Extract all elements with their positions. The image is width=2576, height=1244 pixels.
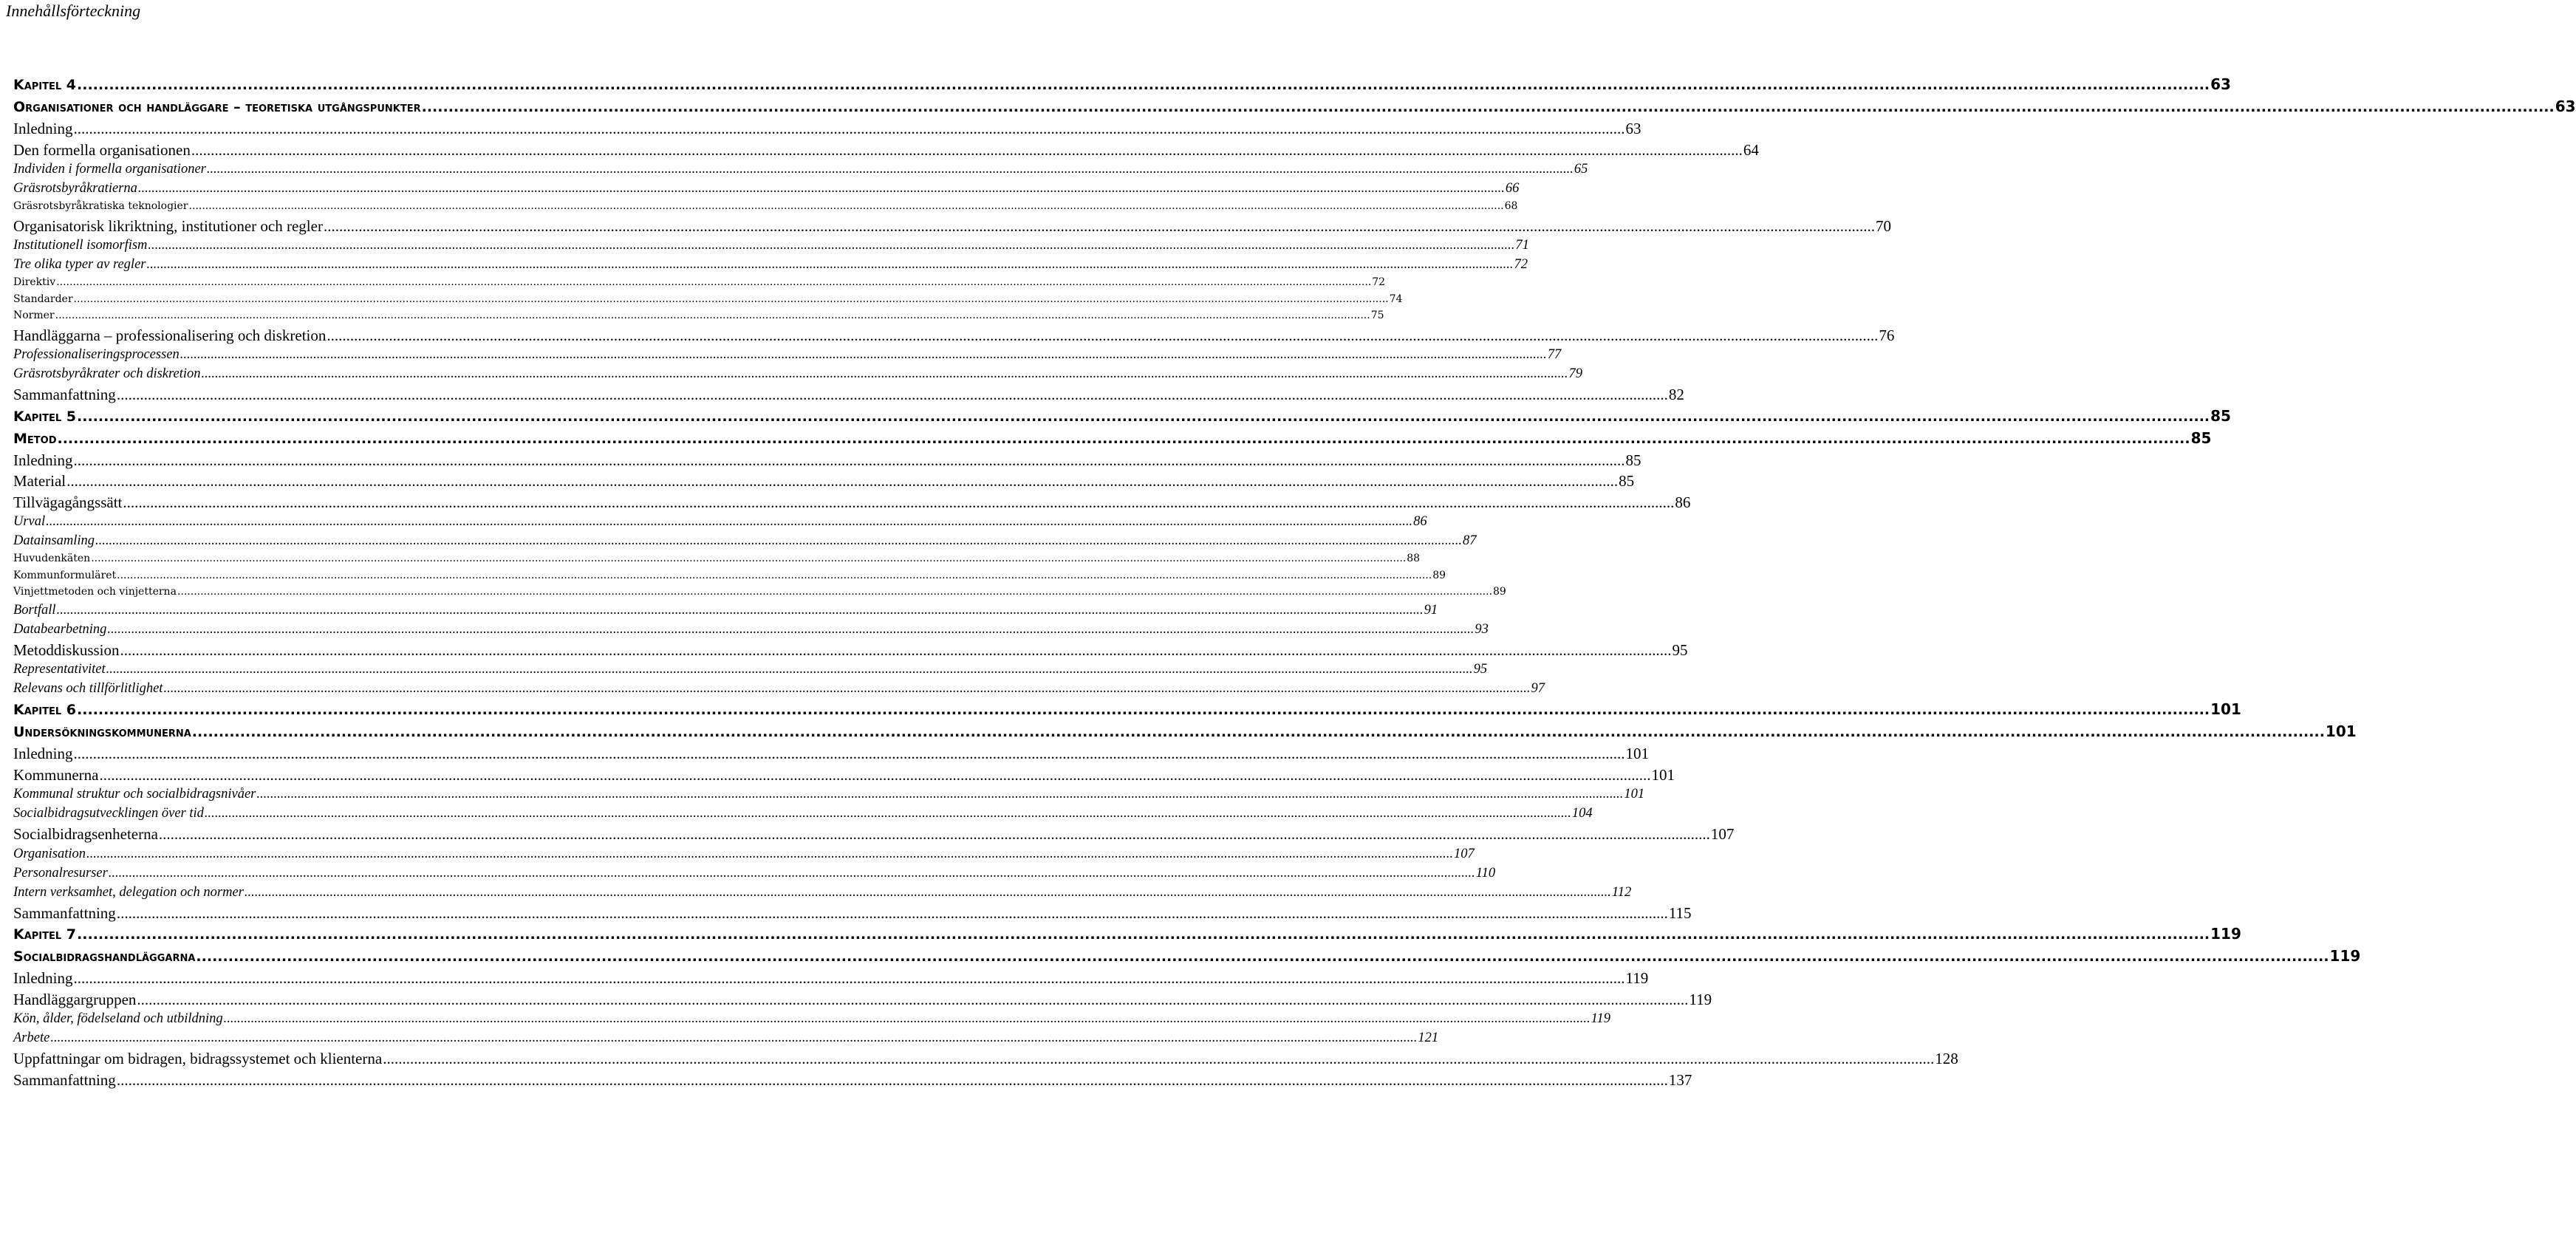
page-title: Innehållsförteckning bbox=[6, 1, 141, 20]
toc-entry[interactable] bbox=[13, 140, 1759, 163]
toc-entry-page: 97 bbox=[1531, 681, 1545, 696]
toc-entry[interactable] bbox=[13, 1050, 1958, 1071]
toc-dot-leader: ................................................................................................................................................................................................................................................................................................................................................................................................................ bbox=[77, 77, 2210, 93]
toc-entry-label: Metod bbox=[13, 430, 57, 447]
toc-entry-label: Intern verksamhet, delegation och normer bbox=[13, 884, 244, 900]
toc-dot-leader: ................................................................................................................................................................................................................................................................................................................................................................................................................ bbox=[116, 386, 1668, 403]
toc-entry-page: 85 bbox=[1625, 451, 1641, 469]
toc-dot-leader: ................................................................................................................................................................................................................................................................................................................................................................................................................ bbox=[163, 681, 1531, 696]
toc-entry[interactable] bbox=[13, 386, 1684, 407]
toc-dot-leader: ................................................................................................................................................................................................................................................................................................................................................................................................................ bbox=[116, 903, 1668, 922]
toc-dot-leader: ................................................................................................................................................................................................................................................................................................................................................................................................................ bbox=[137, 181, 1505, 196]
toc-entry-label: Inledning bbox=[13, 969, 73, 987]
toc-dot-leader: ................................................................................................................................................................................................................................................................................................................................................................................................................ bbox=[123, 493, 1675, 511]
toc-entry[interactable] bbox=[13, 406, 2231, 429]
toc-entry-page: 91 bbox=[1424, 602, 1438, 618]
toc-entry-page: 71 bbox=[1515, 238, 1529, 253]
toc-entry[interactable] bbox=[13, 586, 1506, 603]
toc-dot-leader: ................................................................................................................................................................................................................................................................................................................................................................................................................ bbox=[191, 140, 1743, 159]
toc-entry[interactable] bbox=[13, 257, 1528, 276]
toc-entry-label: Normer bbox=[13, 310, 55, 321]
toc-entry-label: Personalresurser bbox=[13, 865, 108, 881]
toc-entry-label: Organisation bbox=[13, 846, 86, 861]
toc-entry-label: Sammanfattning bbox=[13, 903, 116, 922]
toc-entry-page: 76 bbox=[1879, 326, 1895, 344]
toc-entry-page: 121 bbox=[1418, 1031, 1439, 1045]
toc-entry-page: 63 bbox=[2555, 98, 2576, 115]
toc-entry[interactable] bbox=[13, 553, 1421, 570]
toc-entry-label: Material bbox=[13, 472, 66, 490]
toc-entry-label: Kön, ålder, födelseland och utbildning bbox=[13, 1011, 223, 1026]
toc-entry-label: Kapitel 4 bbox=[13, 77, 77, 93]
toc-entry-label: Inledning bbox=[13, 120, 73, 137]
toc-entry-page: 65 bbox=[1574, 162, 1588, 177]
toc-entry-label: Individen i formella organisationer bbox=[13, 162, 206, 177]
toc-entry-label: Sammanfattning bbox=[13, 1070, 116, 1089]
toc-entry[interactable] bbox=[13, 765, 1675, 787]
toc-entry-page: 119 bbox=[2329, 947, 2361, 965]
toc-entry-page: 95 bbox=[1473, 662, 1488, 677]
toc-entry-label: Datainsamling bbox=[13, 533, 95, 548]
toc-entry[interactable] bbox=[13, 1031, 1439, 1050]
toc-entry[interactable] bbox=[13, 98, 2576, 120]
toc-entry-label: Huvudenkäten bbox=[13, 553, 91, 564]
toc-entry[interactable] bbox=[13, 200, 1518, 217]
toc-entry-page: 68 bbox=[1504, 200, 1518, 212]
toc-entry[interactable] bbox=[13, 722, 2357, 745]
toc-dot-leader: ................................................................................................................................................................................................................................................................................................................................................................................................................ bbox=[188, 200, 1504, 212]
toc-entry-page: 89 bbox=[1493, 586, 1506, 598]
toc-entry-page: 107 bbox=[1454, 846, 1475, 861]
toc-dot-leader: ................................................................................................................................................................................................................................................................................................................................................................................................................ bbox=[77, 408, 2210, 425]
toc-entry-page: 72 bbox=[1372, 276, 1386, 288]
toc-dot-leader: ................................................................................................................................................................................................................................................................................................................................................................................................................ bbox=[73, 745, 1625, 762]
toc-entry-page: 119 bbox=[1625, 969, 1649, 987]
toc-entry[interactable] bbox=[13, 825, 1735, 847]
toc-entry[interactable] bbox=[13, 326, 1895, 348]
toc-entry[interactable] bbox=[13, 533, 1477, 553]
toc-entry[interactable] bbox=[13, 865, 1496, 885]
toc-dot-leader: ................................................................................................................................................................................................................................................................................................................................................................................................................ bbox=[73, 120, 1625, 137]
toc-entry-label: Gräsrotsbyråkratierna bbox=[13, 181, 137, 196]
toc-entry-label: Metoddiskussion bbox=[13, 640, 120, 659]
toc-entry[interactable] bbox=[13, 310, 1384, 327]
toc-entry[interactable] bbox=[13, 216, 1891, 239]
toc-entry[interactable] bbox=[13, 700, 2241, 722]
toc-entry[interactable] bbox=[13, 787, 1645, 806]
toc-entry-label: Gräsrotsbyråkrater och diskretion bbox=[13, 366, 201, 381]
toc-entry-page: 77 bbox=[1547, 347, 1562, 362]
toc-entry-label: Organisationer och handläggare – teoretiska utgångspunkter bbox=[13, 99, 421, 115]
toc-entry-label: Arbete bbox=[13, 1031, 50, 1045]
toc-entry-page: 115 bbox=[1668, 903, 1692, 922]
toc-entry-label: Kommunformuläret bbox=[13, 569, 117, 581]
toc-entry-page: 93 bbox=[1475, 621, 1489, 637]
toc-entry-label: Kapitel 6 bbox=[13, 702, 77, 718]
toc-entry-page: 86 bbox=[1413, 514, 1427, 529]
toc-dot-leader: ................................................................................................................................................................................................................................................................................................................................................................................................................ bbox=[204, 806, 1571, 821]
toc-entry-label: Institutionell isomorfism bbox=[13, 238, 148, 253]
toc-dot-leader: ................................................................................................................................................................................................................................................................................................................................................................................................................ bbox=[107, 621, 1475, 637]
toc-entry-label: Uppfattningar om bidragen, bidragssystemet och klienterna bbox=[13, 1050, 383, 1067]
toc-dot-leader: ................................................................................................................................................................................................................................................................................................................................................................................................................ bbox=[106, 662, 1473, 677]
toc-dot-leader: ................................................................................................................................................................................................................................................................................................................................................................................................................ bbox=[50, 1031, 1418, 1045]
toc-entry-label: Organisatorisk likriktning, institutioner och regler bbox=[13, 216, 323, 235]
toc-dot-leader: ................................................................................................................................................................................................................................................................................................................................................................................................................ bbox=[120, 640, 1672, 659]
toc-dot-leader: ................................................................................................................................................................................................................................................................................................................................................................................................................ bbox=[206, 162, 1574, 177]
toc-entry-page: 85 bbox=[2190, 428, 2212, 447]
toc-entry[interactable] bbox=[13, 162, 1588, 181]
toc-entry[interactable] bbox=[13, 745, 1649, 766]
toc-entry-page: 70 bbox=[1875, 216, 1891, 235]
toc-dot-leader: ................................................................................................................................................................................................................................................................................................................................................................................................................ bbox=[73, 451, 1625, 469]
toc-entry-page: 88 bbox=[1407, 553, 1421, 564]
toc-entry-page: 101 bbox=[1625, 745, 1649, 762]
toc-entry[interactable] bbox=[13, 884, 1632, 904]
toc-entry[interactable] bbox=[13, 925, 2241, 947]
toc-entry-page: 95 bbox=[1672, 640, 1688, 659]
toc-entry-page: 119 bbox=[2210, 925, 2241, 943]
toc-dot-leader: ................................................................................................................................................................................................................................................................................................................................................................................................................ bbox=[323, 216, 1875, 235]
toc-entry-label: Undersökningskommunerna bbox=[13, 724, 191, 740]
toc-entry[interactable] bbox=[13, 293, 1403, 310]
toc-dot-leader: ................................................................................................................................................................................................................................................................................................................................................................................................................ bbox=[66, 472, 1619, 490]
toc-entry[interactable] bbox=[13, 990, 1712, 1012]
toc-entry[interactable] bbox=[13, 75, 2231, 98]
toc-dot-leader: ................................................................................................................................................................................................................................................................................................................................................................................................................ bbox=[223, 1011, 1591, 1026]
toc-entry-page: 64 bbox=[1743, 140, 1759, 159]
toc-entry[interactable] bbox=[13, 846, 1475, 866]
toc-entry-label: Handläggarna – professionalisering och diskretion bbox=[13, 326, 327, 344]
toc-dot-leader: ................................................................................................................................................................................................................................................................................................................................................................................................................ bbox=[146, 257, 1514, 272]
toc-entry-page: 87 bbox=[1462, 533, 1477, 548]
toc-entry-page: 137 bbox=[1668, 1070, 1692, 1089]
toc-entry-label: Tillvägagångssätt bbox=[13, 493, 123, 511]
toc-dot-leader: ................................................................................................................................................................................................................................................................................................................................................................................................................ bbox=[77, 702, 2210, 718]
toc-entry-page: 75 bbox=[1370, 310, 1384, 321]
toc-dot-leader: ................................................................................................................................................................................................................................................................................................................................................................................................................ bbox=[327, 326, 1879, 344]
toc-entry[interactable] bbox=[13, 238, 1529, 257]
toc-entry-page: 79 bbox=[1568, 366, 1582, 381]
toc-entry[interactable] bbox=[13, 903, 1692, 926]
toc-entry-label: Vinjettmetoden och vinjetterna bbox=[13, 586, 177, 598]
toc-dot-leader: ................................................................................................................................................................................................................................................................................................................................................................................................................ bbox=[55, 310, 1370, 321]
toc-entry-page: 110 bbox=[1475, 865, 1496, 881]
table-of-contents bbox=[13, 75, 2576, 1092]
toc-entry[interactable] bbox=[13, 451, 1641, 473]
toc-entry-label: Kapitel 7 bbox=[13, 926, 77, 943]
toc-entry-page: 119 bbox=[1689, 990, 1712, 1008]
toc-dot-leader: ................................................................................................................................................................................................................................................................................................................................................................................................................ bbox=[73, 969, 1625, 987]
toc-entry[interactable] bbox=[13, 1070, 1692, 1093]
toc-entry-label: Socialbidragsenheterna bbox=[13, 825, 158, 843]
toc-entry-label: Professionaliseringsprocessen bbox=[13, 347, 180, 362]
toc-entry[interactable] bbox=[13, 514, 1427, 533]
toc-entry-label: Den formella organisationen bbox=[13, 140, 191, 159]
toc-dot-leader: ................................................................................................................................................................................................................................................................................................................................................................................................................ bbox=[196, 949, 2329, 965]
toc-entry-label: Inledning bbox=[13, 745, 73, 762]
toc-dot-leader: ................................................................................................................................................................................................................................................................................................................................................................................................................ bbox=[244, 884, 1611, 900]
toc-entry[interactable] bbox=[13, 681, 1545, 700]
toc-entry-label: Socialbidragsutvecklingen över tid bbox=[13, 806, 204, 821]
toc-entry[interactable] bbox=[13, 806, 1593, 825]
toc-dot-leader: ................................................................................................................................................................................................................................................................................................................................................................................................................ bbox=[86, 846, 1453, 861]
toc-entry-page: 107 bbox=[1710, 825, 1735, 843]
toc-entry-page: 66 bbox=[1505, 181, 1520, 196]
toc-entry[interactable] bbox=[13, 602, 1438, 622]
toc-dot-leader: ................................................................................................................................................................................................................................................................................................................................................................................................................ bbox=[116, 1070, 1668, 1089]
toc-entry-label: Sammanfattning bbox=[13, 386, 116, 403]
toc-dot-leader: ................................................................................................................................................................................................................................................................................................................................................................................................................ bbox=[46, 514, 1413, 529]
toc-dot-leader: ................................................................................................................................................................................................................................................................................................................................................................................................................ bbox=[77, 926, 2210, 943]
toc-dot-leader: ................................................................................................................................................................................................................................................................................................................................................................................................................ bbox=[99, 765, 1651, 784]
toc-entry-page: 63 bbox=[1625, 120, 1641, 137]
toc-dot-leader: ................................................................................................................................................................................................................................................................................................................................................................................................................ bbox=[177, 586, 1493, 598]
toc-entry-page: 82 bbox=[1668, 386, 1684, 403]
toc-dot-leader: ................................................................................................................................................................................................................................................................................................................................................................................................................ bbox=[56, 602, 1424, 618]
toc-entry[interactable] bbox=[13, 569, 1446, 587]
toc-entry-label: Socialbidragshandläggarna bbox=[13, 949, 196, 965]
toc-entry[interactable] bbox=[13, 428, 2212, 451]
toc-entry[interactable] bbox=[13, 276, 1386, 293]
toc-entry-label: Kapitel 5 bbox=[13, 408, 77, 425]
toc-entry-page: 112 bbox=[1611, 884, 1632, 900]
toc-entry[interactable] bbox=[13, 1011, 1611, 1031]
toc-dot-leader: ................................................................................................................................................................................................................................................................................................................................................................................................................ bbox=[383, 1050, 1935, 1067]
toc-entry[interactable] bbox=[13, 621, 1489, 641]
toc-dot-leader: ................................................................................................................................................................................................................................................................................................................................................................................................................ bbox=[73, 293, 1389, 305]
toc-entry-label: Gräsrotsbyråkratiska teknologier bbox=[13, 200, 188, 212]
toc-entry[interactable] bbox=[13, 181, 1520, 200]
toc-entry-label: Standarder bbox=[13, 293, 73, 305]
toc-entry-page: 101 bbox=[2325, 722, 2357, 740]
toc-entry-label: Kommunerna bbox=[13, 765, 99, 784]
toc-dot-leader: ................................................................................................................................................................................................................................................................................................................................................................................................................ bbox=[137, 990, 1689, 1008]
toc-dot-leader: ................................................................................................................................................................................................................................................................................................................................................................................................................ bbox=[158, 825, 1710, 843]
toc-dot-leader: ................................................................................................................................................................................................................................................................................................................................................................................................................ bbox=[117, 569, 1432, 581]
toc-dot-leader: ................................................................................................................................................................................................................................................................................................................................................................................................................ bbox=[108, 865, 1475, 881]
toc-entry[interactable] bbox=[13, 947, 2361, 969]
toc-entry-page: 86 bbox=[1675, 493, 1691, 511]
toc-entry-page: 89 bbox=[1432, 569, 1446, 581]
toc-entry-label: Databearbetning bbox=[13, 621, 107, 637]
toc-dot-leader: ................................................................................................................................................................................................................................................................................................................................................................................................................ bbox=[57, 430, 2190, 447]
toc-dot-leader: ................................................................................................................................................................................................................................................................................................................................................................................................................ bbox=[421, 99, 2555, 115]
toc-entry-label: Direktiv bbox=[13, 276, 56, 288]
toc-dot-leader: ................................................................................................................................................................................................................................................................................................................................................................................................................ bbox=[180, 347, 1547, 362]
toc-entry-label: Handläggargruppen bbox=[13, 990, 137, 1008]
toc-entry-label: Representativitet bbox=[13, 662, 106, 677]
toc-entry[interactable] bbox=[13, 493, 1691, 515]
toc-entry-page: 74 bbox=[1389, 293, 1403, 305]
toc-dot-leader: ................................................................................................................................................................................................................................................................................................................................................................................................................ bbox=[56, 276, 1372, 288]
toc-entry-page: 101 bbox=[1624, 787, 1645, 802]
toc-entry-page: 85 bbox=[1619, 472, 1635, 490]
toc-entry-page: 128 bbox=[1935, 1050, 1958, 1067]
toc-dot-leader: ................................................................................................................................................................................................................................................................................................................................................................................................................ bbox=[148, 238, 1515, 253]
toc-dot-leader: ................................................................................................................................................................................................................................................................................................................................................................................................................ bbox=[256, 787, 1624, 802]
toc-entry[interactable] bbox=[13, 662, 1488, 681]
toc-entry-label: Kommunal struktur och socialbidragsnivåer bbox=[13, 787, 256, 802]
toc-dot-leader: ................................................................................................................................................................................................................................................................................................................................................................................................................ bbox=[91, 553, 1407, 564]
toc-entry-page: 104 bbox=[1571, 806, 1593, 821]
toc-entry-label: Inledning bbox=[13, 451, 73, 469]
toc-dot-leader: ................................................................................................................................................................................................................................................................................................................................................................................................................ bbox=[201, 366, 1568, 381]
toc-entry-label: Bortfall bbox=[13, 602, 56, 618]
toc-entry-page: 101 bbox=[2210, 700, 2241, 718]
toc-entry[interactable] bbox=[13, 366, 1582, 386]
toc-entry[interactable] bbox=[13, 120, 1641, 141]
toc-entry[interactable] bbox=[13, 347, 1562, 366]
toc-entry-label: Urval bbox=[13, 514, 46, 529]
toc-entry-label: Relevans och tillförlitlighet bbox=[13, 681, 163, 696]
toc-entry-page: 101 bbox=[1651, 765, 1675, 784]
toc-dot-leader: ................................................................................................................................................................................................................................................................................................................................................................................................................ bbox=[191, 724, 2325, 740]
toc-entry-page: 63 bbox=[2210, 75, 2231, 93]
toc-dot-leader: ................................................................................................................................................................................................................................................................................................................................................................................................................ bbox=[95, 533, 1462, 548]
toc-entry[interactable] bbox=[13, 969, 1649, 991]
toc-entry-page: 119 bbox=[1591, 1011, 1611, 1026]
toc-entry[interactable] bbox=[13, 472, 1635, 493]
toc-entry[interactable] bbox=[13, 640, 1688, 663]
toc-entry-page: 85 bbox=[2210, 406, 2231, 425]
toc-entry-page: 72 bbox=[1514, 257, 1528, 272]
toc-entry-label: Tre olika typer av regler bbox=[13, 257, 146, 272]
